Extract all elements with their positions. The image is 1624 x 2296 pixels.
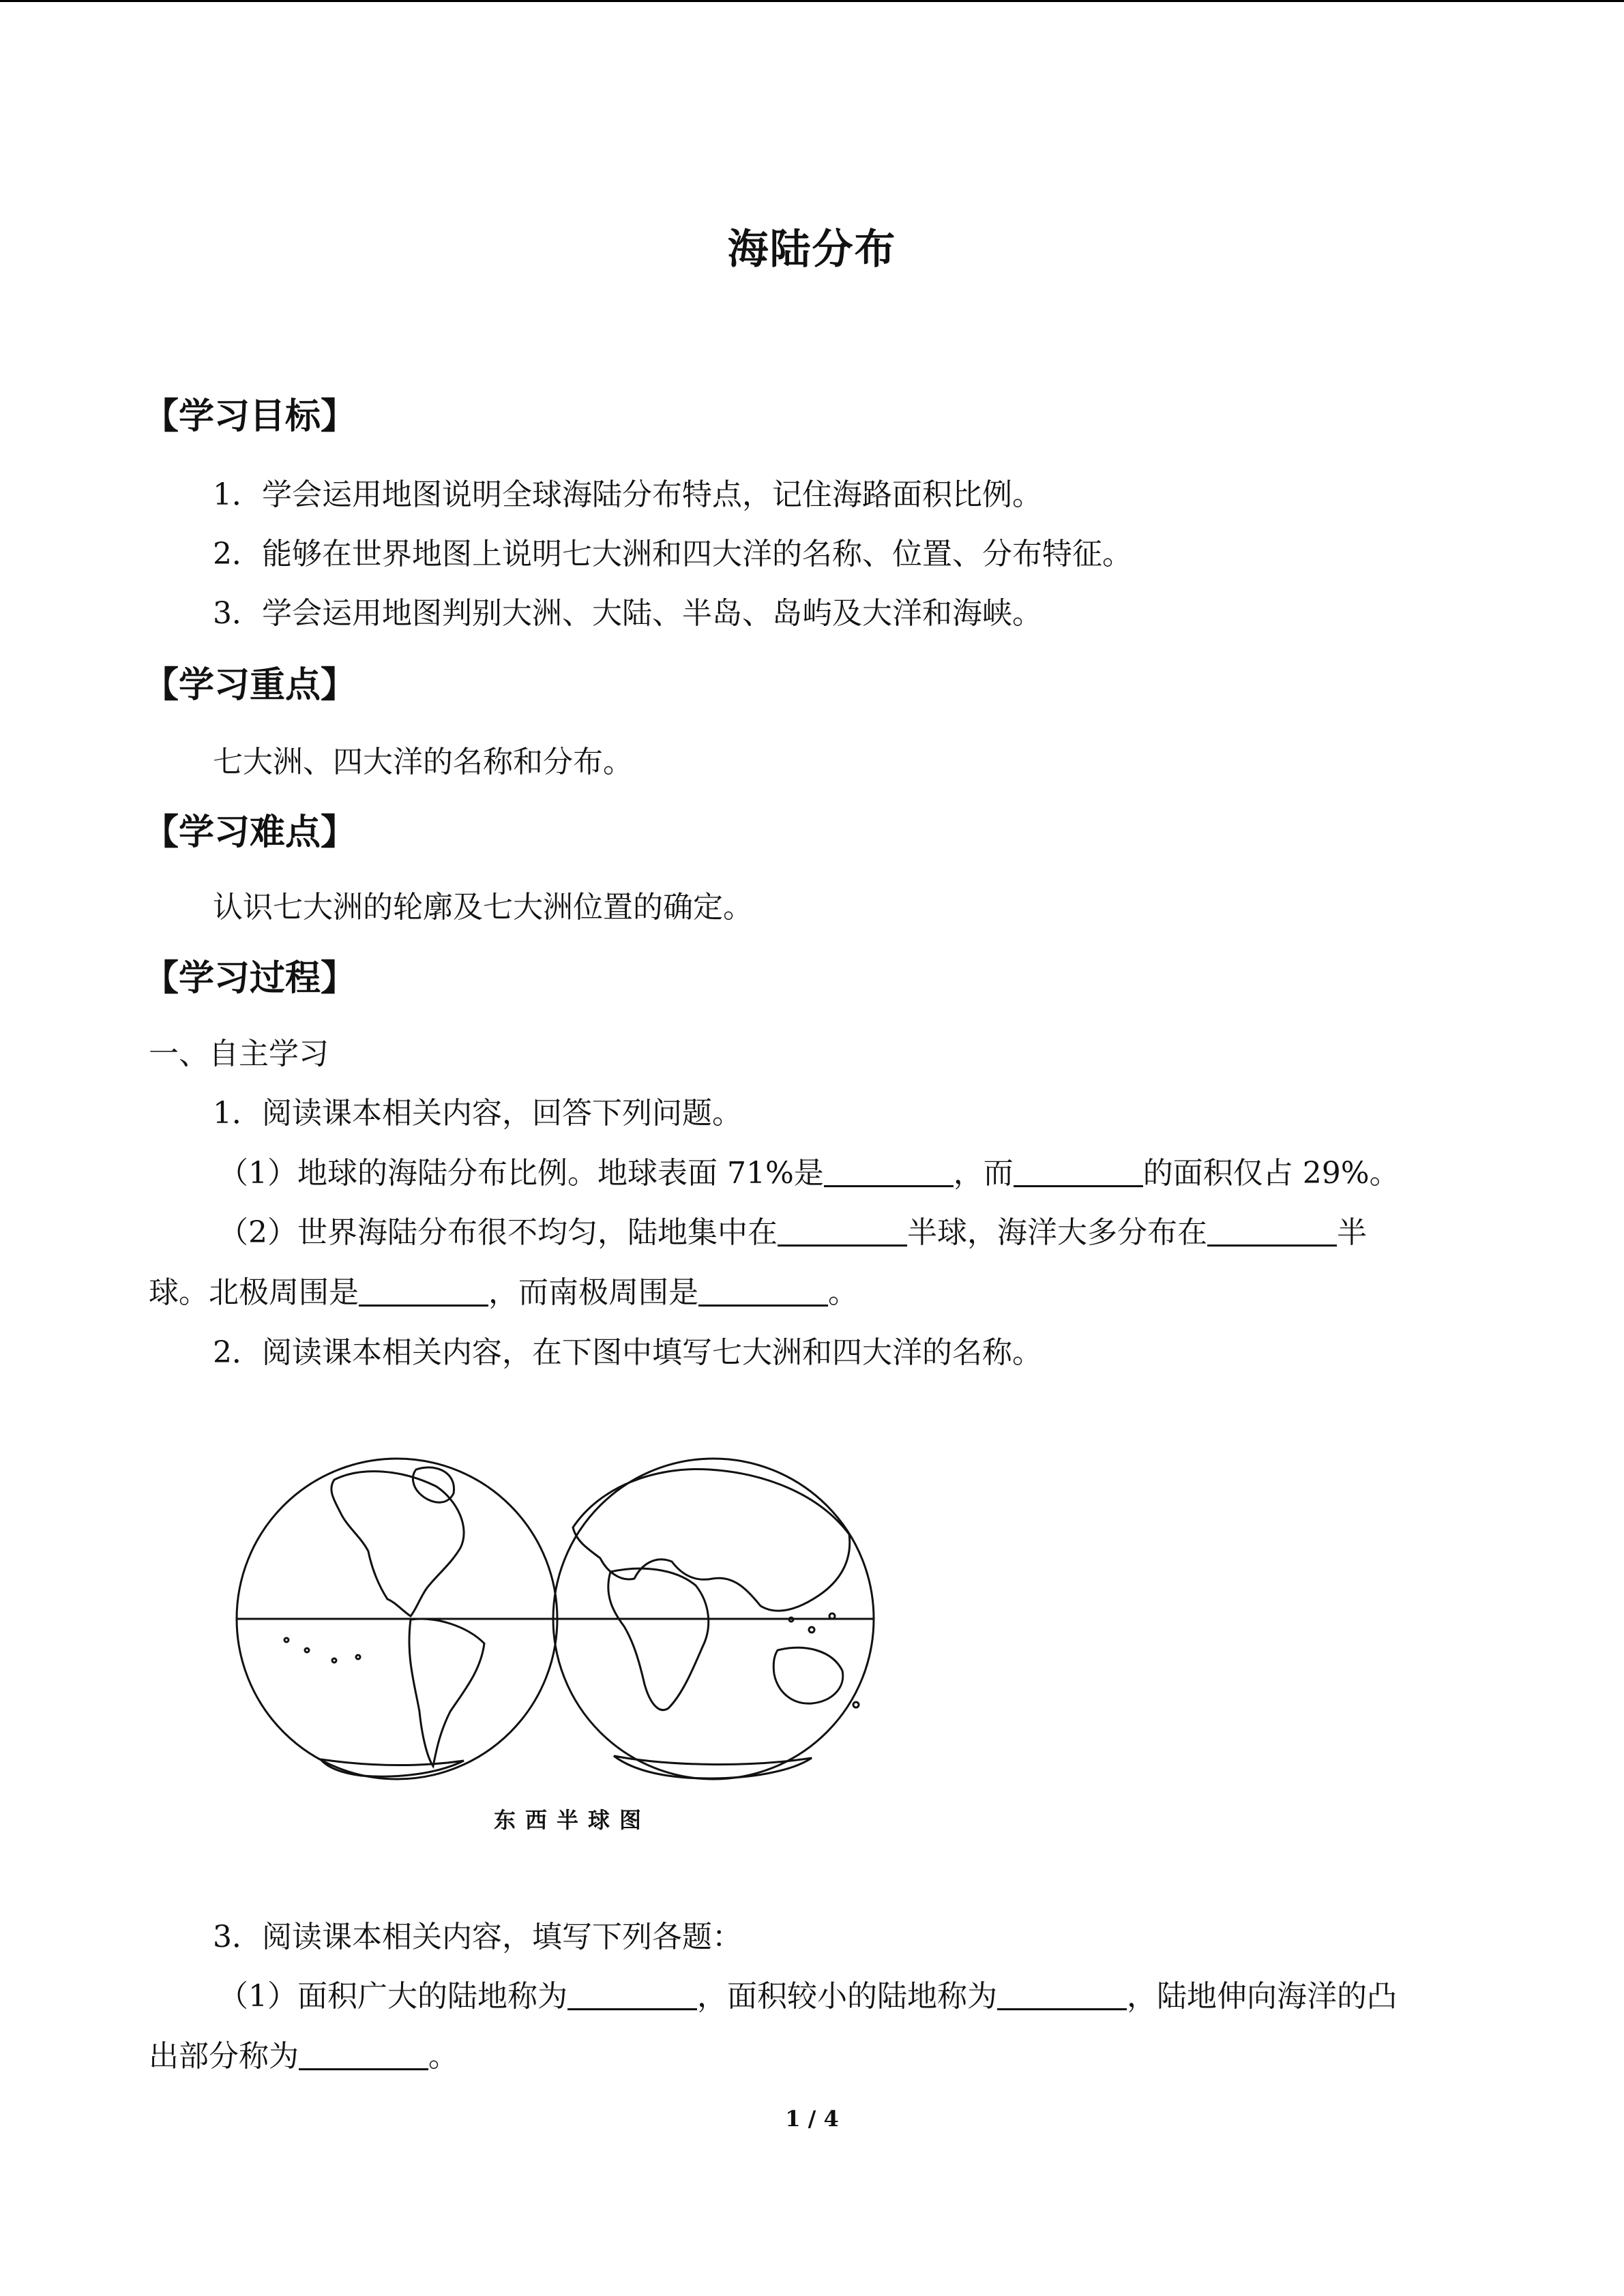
question-2: 2．阅读课本相关内容，在下图中填写七大洲和四大洋的名称。 [213,1335,1042,1370]
question-3-1-continued: 出部分称为 。 [149,2039,458,2074]
key-points-text: 七大洲、四大洋的名称和分布。 [213,745,633,779]
africa-landmass [608,1568,709,1710]
question-1-2: （2）世界海陆分布很不均匀，陆地集中在 半球，海洋大多分布在 半 [218,1215,1367,1250]
goal-item: 3．学会运用地图判别大洲、大陆、半岛、岛屿及大洋和海峡。 [213,596,1042,631]
question-3-1: （1）面积广大的陆地称为 ，面积较小的陆地称为 ，陆地伸向海洋的凸 [218,1979,1397,2014]
fill-blank[interactable] [299,2041,428,2070]
goal-item: 2．能够在世界地图上说明七大洲和四大洋的名称、位置、分布特征。 [213,537,1132,571]
goal-item: 1．学会运用地图说明全球海陆分布特点，记住海路面积比例。 [213,477,1042,512]
island [305,1648,309,1652]
fill-blank[interactable] [359,1277,488,1307]
fill-blank[interactable] [778,1217,907,1247]
heading-process: 【学习过程】 [143,958,357,999]
australia-landmass [773,1648,843,1703]
difficulty-text: 认识七大洲的轮廓及七大洲位置的确定。 [213,890,753,925]
top-border [0,0,1624,2]
island [356,1655,360,1659]
island [853,1702,859,1708]
part1-label: 一、自主学习 [149,1037,329,1071]
island [809,1627,814,1632]
island [829,1613,835,1619]
page-number: 1 / 4 [785,2106,839,2132]
map-caption: 东西半球图 [494,1807,651,1833]
antarctica-west-landmass [321,1759,464,1776]
north-america-landmass [331,1472,464,1616]
island [284,1638,289,1642]
question-3: 3．阅读课本相关内容，填写下列各题： [213,1920,742,1954]
fill-blank[interactable] [824,1158,954,1187]
heading-goals: 【学习目标】 [143,396,357,437]
fill-blank[interactable] [1207,1217,1337,1247]
fill-blank[interactable] [698,1277,828,1307]
question-1-2-continued: 球。北极周围是 ，而南极周围是 。 [149,1275,858,1310]
fill-blank[interactable] [997,1981,1127,2010]
island [332,1658,336,1663]
question-1-1: （1）地球的海陆分布比例。地球表面 71%是 ，而 的面积仅占 29%。 [218,1156,1400,1191]
hemispheres-map[interactable] [232,1446,887,1828]
fill-blank[interactable] [1014,1158,1143,1187]
fill-blank[interactable] [567,1981,697,2010]
question-1: 1．阅读课本相关内容，回答下列问题。 [213,1096,742,1131]
antarctica-east-landmass [614,1756,812,1778]
page-title: 海陆分布 [727,226,897,273]
south-america-landmass [409,1619,484,1766]
heading-key-points: 【学习重点】 [143,665,357,706]
heading-difficulty: 【学习难点】 [143,812,357,853]
